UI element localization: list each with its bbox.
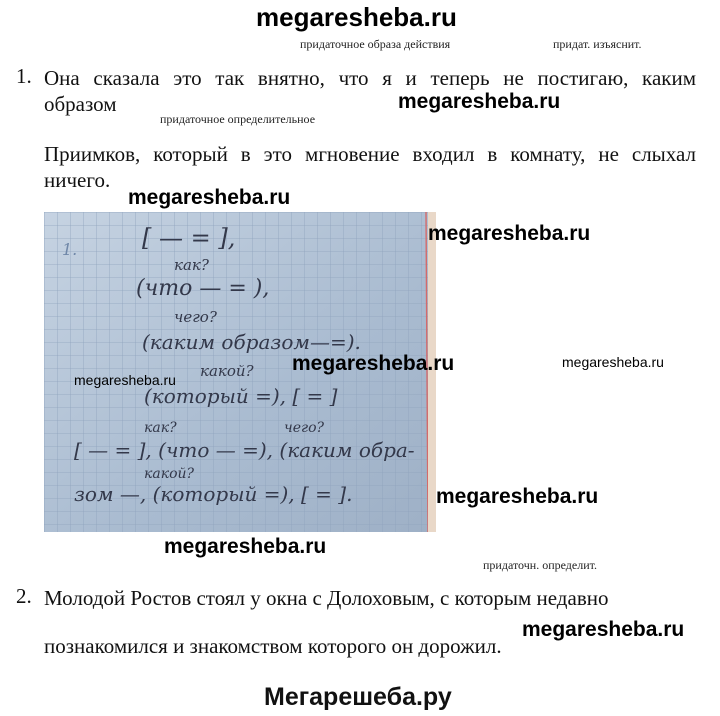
- hw-scheme-1: [ — = ],: [142, 224, 236, 252]
- note-attributive-clause: придаточное определительное: [160, 112, 316, 126]
- item-1-line-3: Приимков, который в это мгновение входил в комнату, не слыхал: [44, 142, 696, 166]
- hw-scheme-3: (каким образом—=).: [142, 330, 361, 354]
- hw-question-1: как?: [174, 256, 209, 274]
- item-1-line-1: Она сказала это так внятно, что я и теперь не постигаю, каким: [44, 66, 696, 90]
- item-1-line-2: образом: [44, 92, 117, 116]
- hw-question-6: какой?: [144, 466, 195, 482]
- hw-scheme-4: (который =), [ = ]: [144, 384, 338, 408]
- hw-scheme-5: [ — = ], (что — =), (каким обра-: [74, 438, 415, 462]
- right-watermark-small: megaresheba.ru: [562, 354, 664, 370]
- item-1-number: 1.: [16, 64, 32, 88]
- item-2-line-1: Молодой Ростов стоял у окна с Долоховым, с которым недавно: [44, 586, 609, 610]
- item-2-watermark: megaresheba.ru: [522, 618, 685, 641]
- note-attributive-short: придаточн. определит.: [483, 558, 597, 572]
- hw-scheme-6: зом —, (который =), [ = ].: [74, 482, 353, 506]
- item-1-line-4: ничего.: [44, 168, 111, 192]
- item-2-number: 2.: [16, 584, 32, 608]
- footer-brand: Мегарешеба.ру: [264, 683, 452, 711]
- hw-question-4: как?: [144, 420, 177, 436]
- hw-question-2: чего?: [174, 308, 217, 326]
- hw-question-3: какой?: [200, 362, 254, 380]
- note-object-clause: придат. изъяснит.: [553, 37, 642, 51]
- inline-watermark-1: megaresheba.ru: [398, 90, 561, 113]
- below-photo-watermark: megaresheba.ru: [164, 535, 327, 558]
- hw-number: 1.: [62, 240, 78, 259]
- photo-watermark-bottom-right: megaresheba.ru: [436, 485, 599, 508]
- photo-watermark-middle: megaresheba.ru: [292, 352, 455, 375]
- hw-question-5: чего?: [284, 420, 325, 436]
- item-2-line-2: познакомился и знакомством которого он дорожил.: [44, 634, 502, 658]
- header-watermark: megaresheba.ru: [256, 2, 457, 32]
- note-manner-clause: придаточное образа действия: [300, 37, 451, 51]
- left-watermark-small: megaresheba.ru: [74, 372, 176, 388]
- photo-watermark-top: megaresheba.ru: [428, 222, 591, 245]
- hw-scheme-2: (что — = ),: [136, 276, 270, 301]
- inline-watermark-2: megaresheba.ru: [128, 186, 291, 209]
